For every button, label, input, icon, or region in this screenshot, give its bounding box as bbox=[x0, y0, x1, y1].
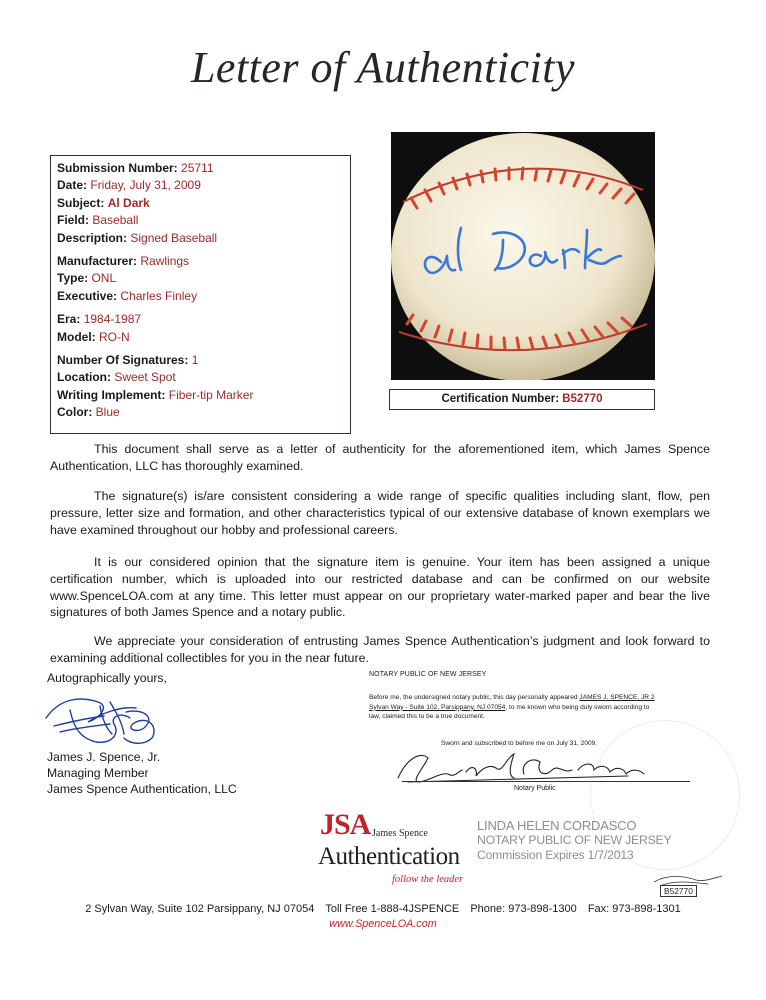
jsa-logo-james-spence: James Spence bbox=[372, 828, 428, 839]
detail-description: Description: Signed Baseball bbox=[57, 230, 218, 245]
notary-stamp bbox=[477, 818, 671, 863]
detail-field: Field: Baseball bbox=[57, 213, 139, 228]
detail-writing-implement: Writing Implement: Fiber-tip Marker bbox=[57, 387, 254, 402]
detail-era: Era: 1984-1987 bbox=[57, 312, 142, 327]
notary-statement: Before me, the undersigned notary public, this day personally appeared JAMES J. SPENCE, JR 2 Sylvan Way - Suite 102, Parsippany, NJ 07054, to me known who being duly sworn according to law, claimed this to be a true document. bbox=[369, 694, 655, 721]
jsa-logo-letters: JSA bbox=[320, 808, 371, 841]
footer-contact bbox=[0, 903, 766, 915]
baseball-photo bbox=[391, 132, 655, 380]
detail-date: Date: Friday, July 31, 2009 bbox=[57, 178, 201, 193]
notary-public-label: Notary Public bbox=[514, 785, 556, 792]
detail-color: Color: Blue bbox=[57, 405, 120, 420]
footer-fax: Fax: 973-898-1301 bbox=[587, 903, 681, 915]
page-title: Letter of Authenticity bbox=[190, 43, 576, 92]
notary-heading: NOTARY PUBLIC OF NEW JERSEY bbox=[369, 671, 487, 678]
detail-location: Location: Sweet Spot bbox=[57, 370, 176, 385]
detail-executive: Executive: Charles Finley bbox=[57, 288, 198, 303]
detail-model: Model: RO-N bbox=[57, 329, 130, 344]
notary-sworn-line: Sworn and subscribed to before me on July 31, 2009. bbox=[441, 740, 598, 747]
certification-label: Certification Number: bbox=[441, 393, 560, 405]
detail-manufacturer: Manufacturer: Rawlings bbox=[57, 254, 190, 269]
paragraph-2: The signature(s) is/are consistent considering a wide range of specific qualities including slant, flow, pen pressure, letter size and formation, and other characteristics typical of our extensive database of known exemplars we have examined throughout our hobby and professional careers. bbox=[50, 489, 710, 537]
signer-block bbox=[47, 749, 237, 797]
signer-name: James J. Spence, Jr. bbox=[47, 750, 161, 764]
paragraph-4: We appreciate your consideration of entrusting James Spence Authentication’s judgment and look forward to examining additional collectibles for you in the near future. bbox=[50, 634, 710, 665]
stamp-title: NOTARY PUBLIC OF NEW JERSEY bbox=[477, 833, 672, 847]
paragraph-1: This document shall serve as a letter of authenticity for the aforementioned item, which James Spence Authentication, LLC has thoroughly examined. bbox=[50, 442, 710, 473]
certification-number-box bbox=[389, 389, 655, 410]
certification-value: B52770 bbox=[562, 393, 603, 405]
footer-phone: Phone: 973-898-1300 bbox=[470, 903, 577, 915]
footer-address: 2 Sylvan Way, Suite 102 Parsippany, NJ 07054 bbox=[85, 903, 315, 915]
detail-number-of-signatures: Number Of Signatures: 1 bbox=[57, 353, 199, 368]
jsa-logo-authentication: Authentication bbox=[318, 843, 460, 870]
footer-toll-free: Toll Free 1-888-4JSPENCE bbox=[325, 903, 460, 915]
stamp-expiry: Commission Expires 1/7/2013 bbox=[477, 848, 634, 862]
jsa-logo-tagline: follow the leader bbox=[392, 874, 464, 885]
signer-title: Managing Member bbox=[47, 766, 149, 780]
signer-company: James Spence Authentication, LLC bbox=[47, 782, 237, 796]
detail-submission-number: Submission Number: 25711 bbox=[57, 161, 214, 175]
stamp-name: LINDA HELEN CORDASCO bbox=[477, 818, 637, 833]
baseball-image bbox=[391, 132, 655, 380]
james-spence-signature bbox=[40, 688, 170, 748]
hologram-cert-number: B52770 bbox=[660, 885, 697, 897]
footer-website-link[interactable]: www.SpenceLOA.com bbox=[329, 918, 437, 930]
paragraph-3: It is our considered opinion that the signature item is genuine. Your item has been assigned a unique certification number, which is uploaded into our restricted database and can be confirmed on our website www.SpenceLOA.com at any time. This letter must appear on our proprietary water-marked paper and bear the live signatures of both James Spence and a notary public. bbox=[50, 555, 710, 620]
detail-subject: Subject: Al Dark bbox=[57, 195, 150, 210]
item-details-box bbox=[50, 155, 351, 434]
detail-type: Type: ONL bbox=[57, 271, 117, 286]
closing-line: Autographically yours, bbox=[47, 671, 167, 685]
